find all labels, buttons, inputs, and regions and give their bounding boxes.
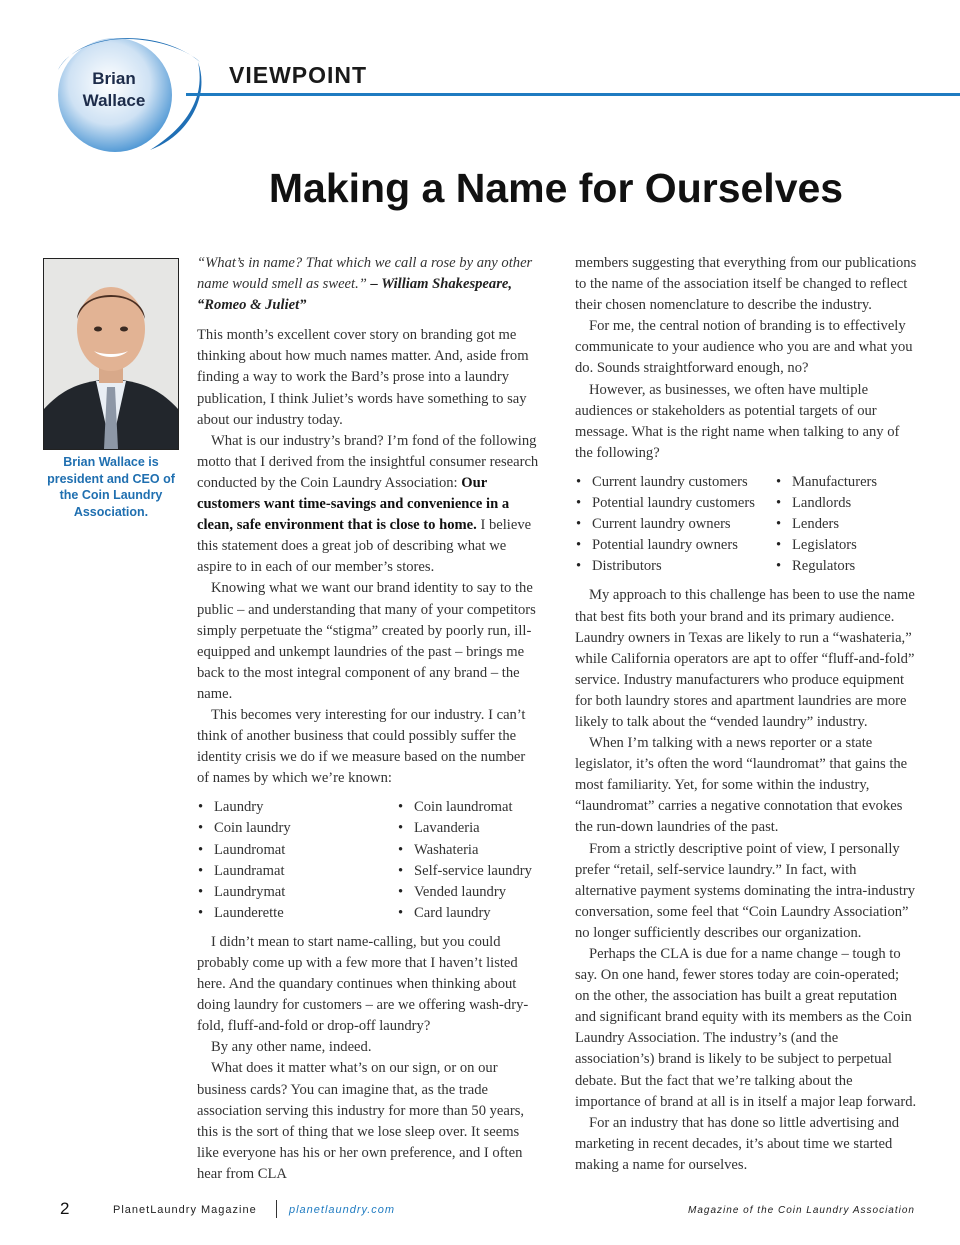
industry-names-list	[197, 797, 541, 924]
list-item: • Current laundry customers	[575, 472, 775, 493]
list-item: • Lavanderia	[397, 818, 532, 839]
list-item: • Potential laundry owners	[575, 535, 775, 556]
page-number: 2	[60, 1199, 70, 1218]
list-item: • Potential laundry customers	[575, 493, 775, 514]
website-link[interactable]: planetlaundry.com	[289, 1204, 396, 1216]
paragraph-text: I believe this statement does a great job of describing what we aspire to in each of our member’s stores.	[197, 517, 532, 576]
list-item: • Washateria	[397, 840, 532, 861]
list-item: • Regulators	[775, 556, 877, 577]
list-item: • Lenders	[775, 514, 877, 535]
list-item: • Laundromat	[197, 840, 397, 861]
paragraph: Perhaps the CLA is due for a name change – tough to say. On one hand, fewer stores today are coin-operated; on the other, the association has built a great reputation and significant brand equity with its members as the Coin Laundry Association. The industry’s (and the association’s) brand is likely to be subject to perpetual debate. But the fact that we’re talking about the importance of brand at all is in itself a major leap forward.	[575, 946, 917, 1110]
paragraph: This becomes very interesting for our industry. I can’t think of another business that could possibly suffer the identity crisis we do if we measure based on the number of names by which we’re known:	[197, 706, 526, 787]
paragraph: When I’m talking with a news reporter or a state legislator, it’s often the word “laundromat” that gains the most familiarity. Yet, for some within the industry, “laundromat” carries a negative connotation that evokes the run-down laundries of the past.	[575, 735, 908, 836]
magazine-name: PlanetLaundry Magazine	[113, 1204, 257, 1216]
list-item: • Self-service laundry	[397, 861, 532, 882]
list-item: • Landlords	[775, 493, 877, 514]
list-item: • Current laundry owners	[575, 514, 775, 535]
paragraph: members suggesting that everything from our publications to the name of the association itself be changed to reflect their chosen nomenclature to describe the industry.	[575, 255, 917, 314]
list-item: • Launderette	[197, 903, 397, 924]
list-item: • Laundrymat	[197, 882, 397, 903]
brand-motto: Our customers want time-savings and convenience in a clean, safe environment that is close to home.	[197, 474, 510, 534]
paragraph: I didn’t mean to start name-calling, but you could probably come up with a few more that I haven’t listed here. And the quandary continues when thinking about doing laundry for customers – are we offering wash-dry-fold, fluff-and-fold or drop-off laundry?	[197, 933, 529, 1035]
paragraph	[197, 431, 541, 579]
footer-divider	[276, 1200, 277, 1218]
paragraph: By any other name, indeed.	[211, 1039, 372, 1056]
list-item: • Laundry	[197, 797, 397, 818]
author-photo	[43, 258, 179, 450]
list-item: • Laundramat	[197, 861, 397, 882]
article-column-2	[575, 253, 917, 1176]
article-column-1	[197, 253, 541, 1185]
paragraph-text: What is our industry’s brand? I’m fond of the following motto that I derived from the insightful consumer research conducted by the Coin Laundry Association:	[197, 432, 539, 491]
author-caption: Brian Wallace is president and CEO of the Coin Laundry Association.	[47, 455, 175, 519]
paragraph: For me, the central notion of branding is to effectively communicate to your audience who you are and what you do. Sounds straightforward enough, no?	[575, 318, 913, 377]
quote-attribution: – William Shakespeare, “Romeo & Juliet”	[197, 276, 513, 314]
audiences-list	[575, 472, 917, 577]
paragraph: My approach to this challenge has been to use the name that best fits both your brand and its primary audience. Laundry owners in Texas are likely to run a “washateria,” while California operators are apt to offer “fluff-and-fold” service. Industry manufacturers who produce equipment for both laundry stores and apartment laundries are more likely to talk about the “vended laundry” industry.	[575, 587, 915, 730]
list-item: • Coin laundromat	[397, 797, 532, 818]
author-first-name: Brian	[92, 69, 136, 88]
page-footer	[0, 1199, 960, 1229]
list-item: • Manufacturers	[775, 472, 877, 493]
author-last-name: Wallace	[82, 91, 146, 110]
paragraph: However, as businesses, we often have multiple audiences or stakeholders as potential targets of our message. What is the right name when talking to any of the following?	[575, 381, 900, 461]
quote-text: “What’s in name? That which we call a rose by any other name would smell as sweet.”	[197, 255, 533, 293]
paragraph: What does it matter what’s on our sign, or on our business cards? You can imagine that, as the trade association serving this industry for more than 50 years, this is the sort of thing that we lose sleep over. It seems like everyone has his or her own preference, and I often hear from CLA	[197, 1060, 525, 1182]
list-item: • Legislators	[775, 535, 877, 556]
paragraph: From a strictly descriptive point of view, I personally prefer “retail, self-service laundry.” In fact, with alternative payment systems dominating the intra-industry conversation, some feel that “Coin Laundry Association” no longer sufficiently describes our organization.	[575, 840, 916, 941]
author-globe-logo	[0, 0, 220, 160]
footer-tagline: Magazine of the Coin Laundry Association	[688, 1205, 915, 1216]
list-item: • Distributors	[575, 556, 775, 577]
list-item: • Card laundry	[397, 903, 532, 924]
paragraph: This month’s excellent cover story on branding got me thinking about how much names matter. And, aside from finding a way to work the Bard’s prose into a laundry publication, I think Juliet’s words have something to say about our industry today.	[197, 327, 529, 428]
list-item: • Vended laundry	[397, 882, 532, 903]
paragraph: Knowing what we want our brand identity to say to the public – and understanding that many of your competitors simply perpetuate the “stigma” created by poorly run, ill-equipped and unkempt laundries of the past – brings me back to the most integral component of any brand – the name.	[197, 580, 536, 702]
article-headline: Making a Name for Ourselves	[268, 165, 844, 211]
section-title: VIEWPOINT	[229, 62, 368, 88]
paragraph: For an industry that has done so little advertising and marketing in recent decades, it’s about time we started making a name for ourselves.	[575, 1114, 900, 1173]
list-item: • Coin laundry	[197, 818, 397, 839]
opening-quote	[197, 253, 541, 316]
header-rule	[186, 93, 960, 96]
